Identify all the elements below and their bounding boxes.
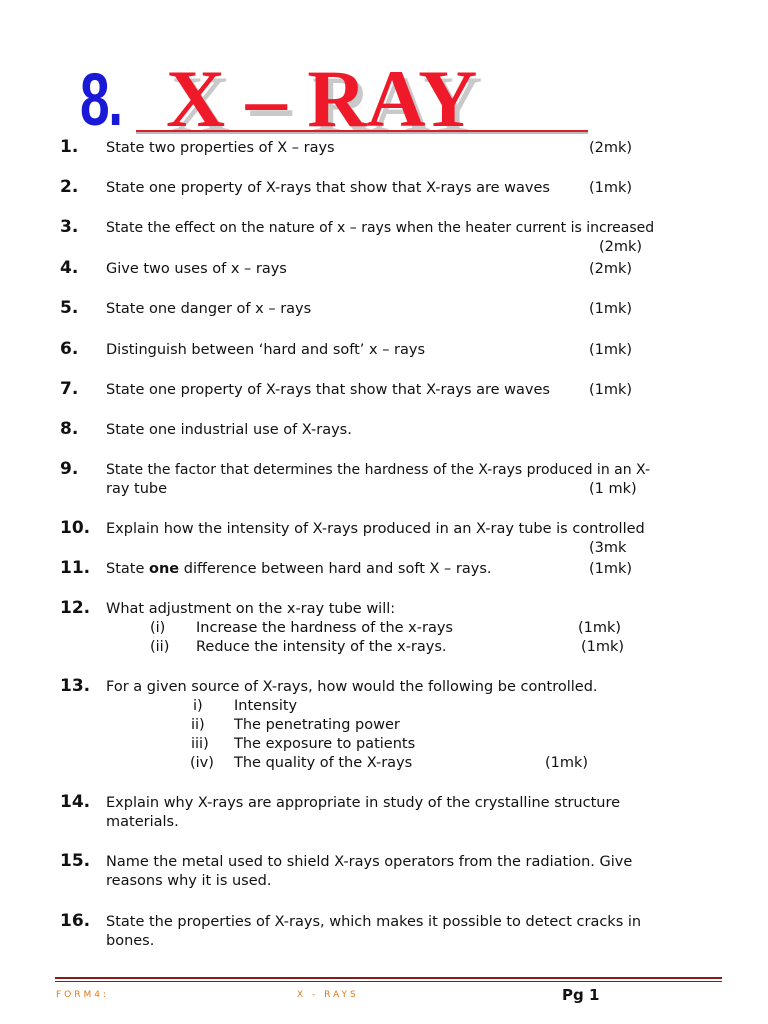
sub-label: (i) <box>150 620 166 636</box>
question-text: State one industrial use of X-rays. <box>106 422 352 438</box>
question-number: 15. <box>60 851 91 871</box>
question-text: What adjustment on the x-ray tube will: <box>106 601 396 617</box>
question-mark: (1mk) <box>589 382 633 398</box>
question-text: Explain why X-rays are appropriate in study of the crystalline structure <box>106 795 621 811</box>
question-text-continued: ray tube <box>106 481 168 497</box>
sub-text: Intensity <box>234 698 298 714</box>
question-text <box>106 560 492 579</box>
sub-label: iii) <box>191 736 209 752</box>
question-text-emphasis: one <box>149 561 180 577</box>
question-number: 9. <box>60 459 79 479</box>
question-number: 13. <box>60 676 91 696</box>
sub-text: Increase the hardness of the x-rays <box>196 620 453 636</box>
question-mark: (1mk) <box>589 561 633 577</box>
question-text: For a given source of X-rays, how would the following be controlled. <box>106 679 598 695</box>
question-number: 4. <box>60 258 79 278</box>
question-text: Give two uses of x – rays <box>106 261 287 277</box>
question-text: State the effect on the nature of x – rays when the heater current is increased <box>106 220 655 236</box>
chapter-number: 8. <box>80 58 122 141</box>
footer-topic: X - RAYS <box>297 990 359 1000</box>
question-number: 14. <box>60 792 91 812</box>
question-text: State one danger of x – rays <box>106 301 312 317</box>
question-number: 12. <box>60 598 91 618</box>
question-number: 8. <box>60 419 79 439</box>
question-mark: (3mk <box>589 540 627 556</box>
question-text: State two properties of X – rays <box>106 140 335 156</box>
question-number: 11. <box>60 558 91 578</box>
page-number: Pg 1 <box>562 986 600 1004</box>
sub-label: (iv) <box>190 755 214 771</box>
question-number: 10. <box>60 518 91 538</box>
question-text: State one property of X-rays that show that X-rays are waves <box>106 180 550 196</box>
question-number: 16. <box>60 911 91 931</box>
question-number: 1. <box>60 137 79 157</box>
question-text-continued: bones. <box>106 933 155 949</box>
sub-mark: (1mk) <box>578 620 622 636</box>
question-mark: (2mk) <box>589 140 633 156</box>
question-mark: (1 mk) <box>589 481 637 497</box>
question-mark: (1mk) <box>589 301 633 317</box>
question-text: Name the metal used to shield X-rays operators from the radiation. Give <box>106 854 633 870</box>
question-text-pre: State <box>106 561 149 577</box>
footer-form: FORM4: <box>56 990 110 1000</box>
sub-label: i) <box>193 698 203 714</box>
sub-text: The quality of the X-rays <box>234 755 413 771</box>
question-text: State one property of X-rays that show that X-rays are waves <box>106 382 550 398</box>
question-text-continued: reasons why it is used. <box>106 873 272 889</box>
title-underline <box>136 130 588 132</box>
question-text: State the properties of X-rays, which makes it possible to detect cracks in <box>106 914 642 930</box>
sub-text: The penetrating power <box>234 717 400 733</box>
question-mark: (2mk) <box>589 261 633 277</box>
chapter-title: X – RAY <box>166 53 478 144</box>
question-text: Distinguish between ‘hard and soft’ x – rays <box>106 342 426 358</box>
sub-label: ii) <box>191 717 205 733</box>
sub-mark: (1mk) <box>581 639 625 655</box>
question-mark: (2mk) <box>599 239 643 255</box>
page-title <box>80 53 590 144</box>
sub-mark: (1mk) <box>545 755 589 771</box>
question-number: 5. <box>60 298 79 318</box>
question-number: 3. <box>60 217 79 237</box>
question-text: Explain how the intensity of X-rays produced in an X-ray tube is controlled <box>106 521 645 537</box>
sub-text: The exposure to patients <box>234 736 416 752</box>
footer-rule <box>55 977 722 982</box>
question-number: 6. <box>60 339 79 359</box>
question-text: State the factor that determines the hardness of the X-rays produced in an X- <box>106 462 650 478</box>
question-text-continued: materials. <box>106 814 179 830</box>
question-mark: (1mk) <box>589 180 633 196</box>
question-mark: (1mk) <box>589 342 633 358</box>
question-text-post: difference between hard and soft X – rays. <box>179 561 492 577</box>
sub-label: (ii) <box>150 639 170 655</box>
question-number: 2. <box>60 177 79 197</box>
question-number: 7. <box>60 379 79 399</box>
sub-text: Reduce the intensity of the x-rays. <box>196 639 447 655</box>
